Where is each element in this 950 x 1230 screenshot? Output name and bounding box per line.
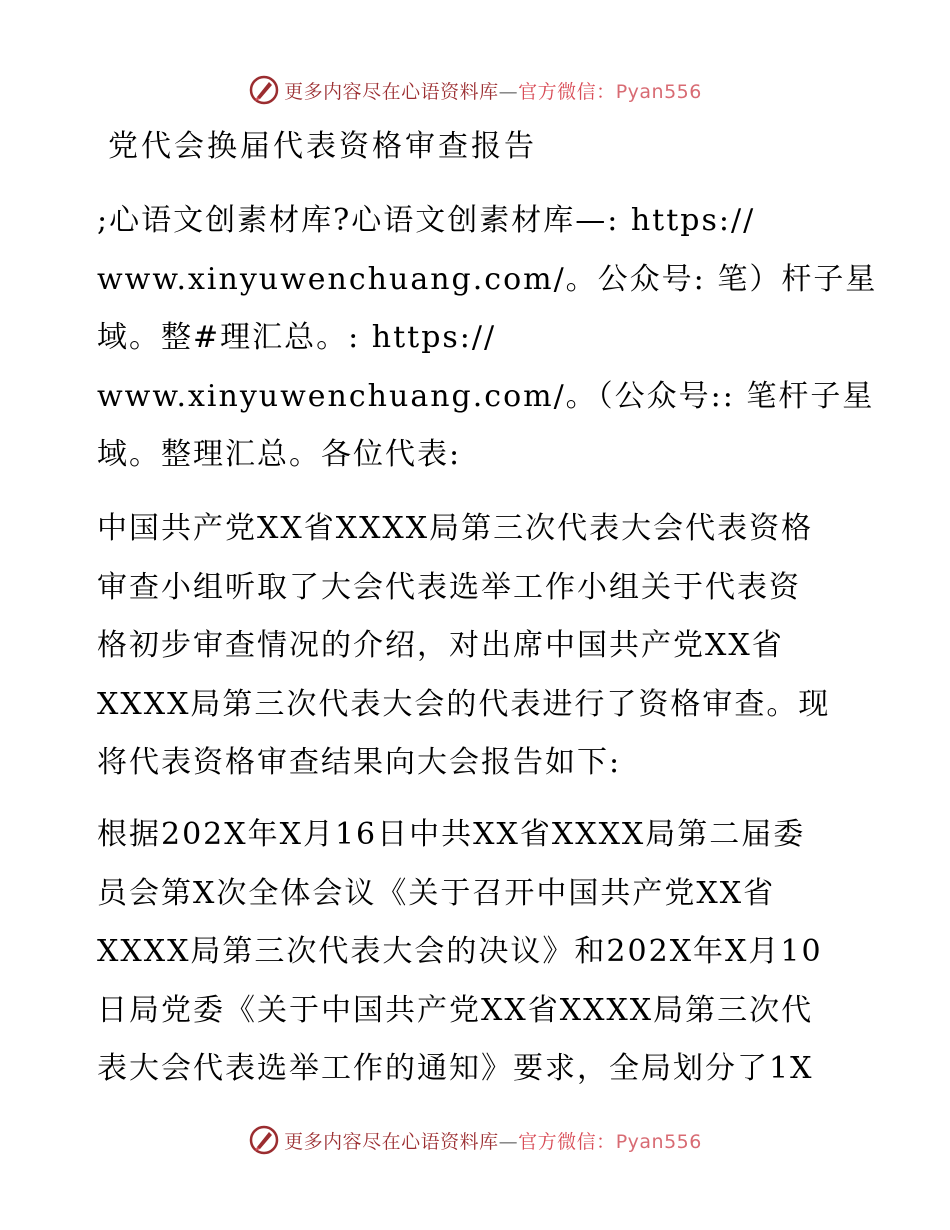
text-line: 根据202X年X月16日中共XX省XXXX局第二届委	[97, 817, 806, 852]
text-line: www.xinyuwenchuang.com/。（公众号:: 笔杆子星	[97, 378, 875, 414]
text-line: 表大会代表选举工作的通知》要求，全局划分了1X	[97, 1051, 814, 1086]
footer-banner	[0, 1120, 950, 1160]
banner-wechat-id: Pyan556	[615, 80, 702, 103]
text-line: 域。整#理汇总。: https://	[97, 320, 497, 355]
paragraph-intro	[97, 192, 878, 485]
paragraph-basis	[97, 806, 867, 1099]
banner-dash: —	[498, 1130, 519, 1153]
text-line: 日局党委《关于中国共产党XX省XXXX局第三次代	[97, 992, 814, 1028]
pen-logo-icon	[248, 1124, 280, 1156]
banner-prefix: 更多内容尽在心语资料库	[284, 1130, 499, 1153]
text-line: 域。整理汇总。各位代表:	[97, 437, 462, 472]
banner-content	[248, 74, 702, 106]
banner-dash: —	[498, 80, 519, 103]
text-line: www.xinyuwenchuang.com/。公众号: 笔）杆子星	[97, 261, 878, 297]
text-line: XXXX局第三次代表大会的代表进行了资格审查。现	[97, 686, 831, 722]
text-line: 将代表资格审查结果向大会报告如下:	[97, 745, 622, 780]
text-line: 员会第X次全体会议《关于召开中国共产党XX省	[97, 875, 776, 911]
text-line: 审查小组听取了大会代表选举工作小组关于代表资	[97, 569, 801, 605]
banner-text	[284, 1127, 702, 1154]
paragraph-review-summary	[97, 500, 867, 793]
text-line: 中国共产党XX省XXXX局第三次代表大会代表资格	[97, 511, 814, 546]
document-title: 党代会换届代表资格审查报告	[108, 129, 537, 164]
banner-prefix: 更多内容尽在心语资料库	[284, 80, 499, 103]
pen-logo-icon	[248, 74, 280, 106]
banner-official: 官方微信：	[518, 80, 616, 103]
text-line: 格初步审查情况的介绍，对出席中国共产党XX省	[97, 628, 784, 663]
banner-content	[248, 1124, 702, 1156]
banner-official: 官方微信：	[518, 1130, 616, 1153]
header-banner	[0, 70, 950, 110]
text-line: XXXX局第三次代表大会的决议》和202X年X月10	[97, 934, 823, 969]
banner-text	[284, 77, 702, 104]
banner-wechat-id: Pyan556	[615, 1130, 702, 1153]
text-line: ;心语文创素材库?心语文创素材库—: https://	[97, 203, 756, 238]
